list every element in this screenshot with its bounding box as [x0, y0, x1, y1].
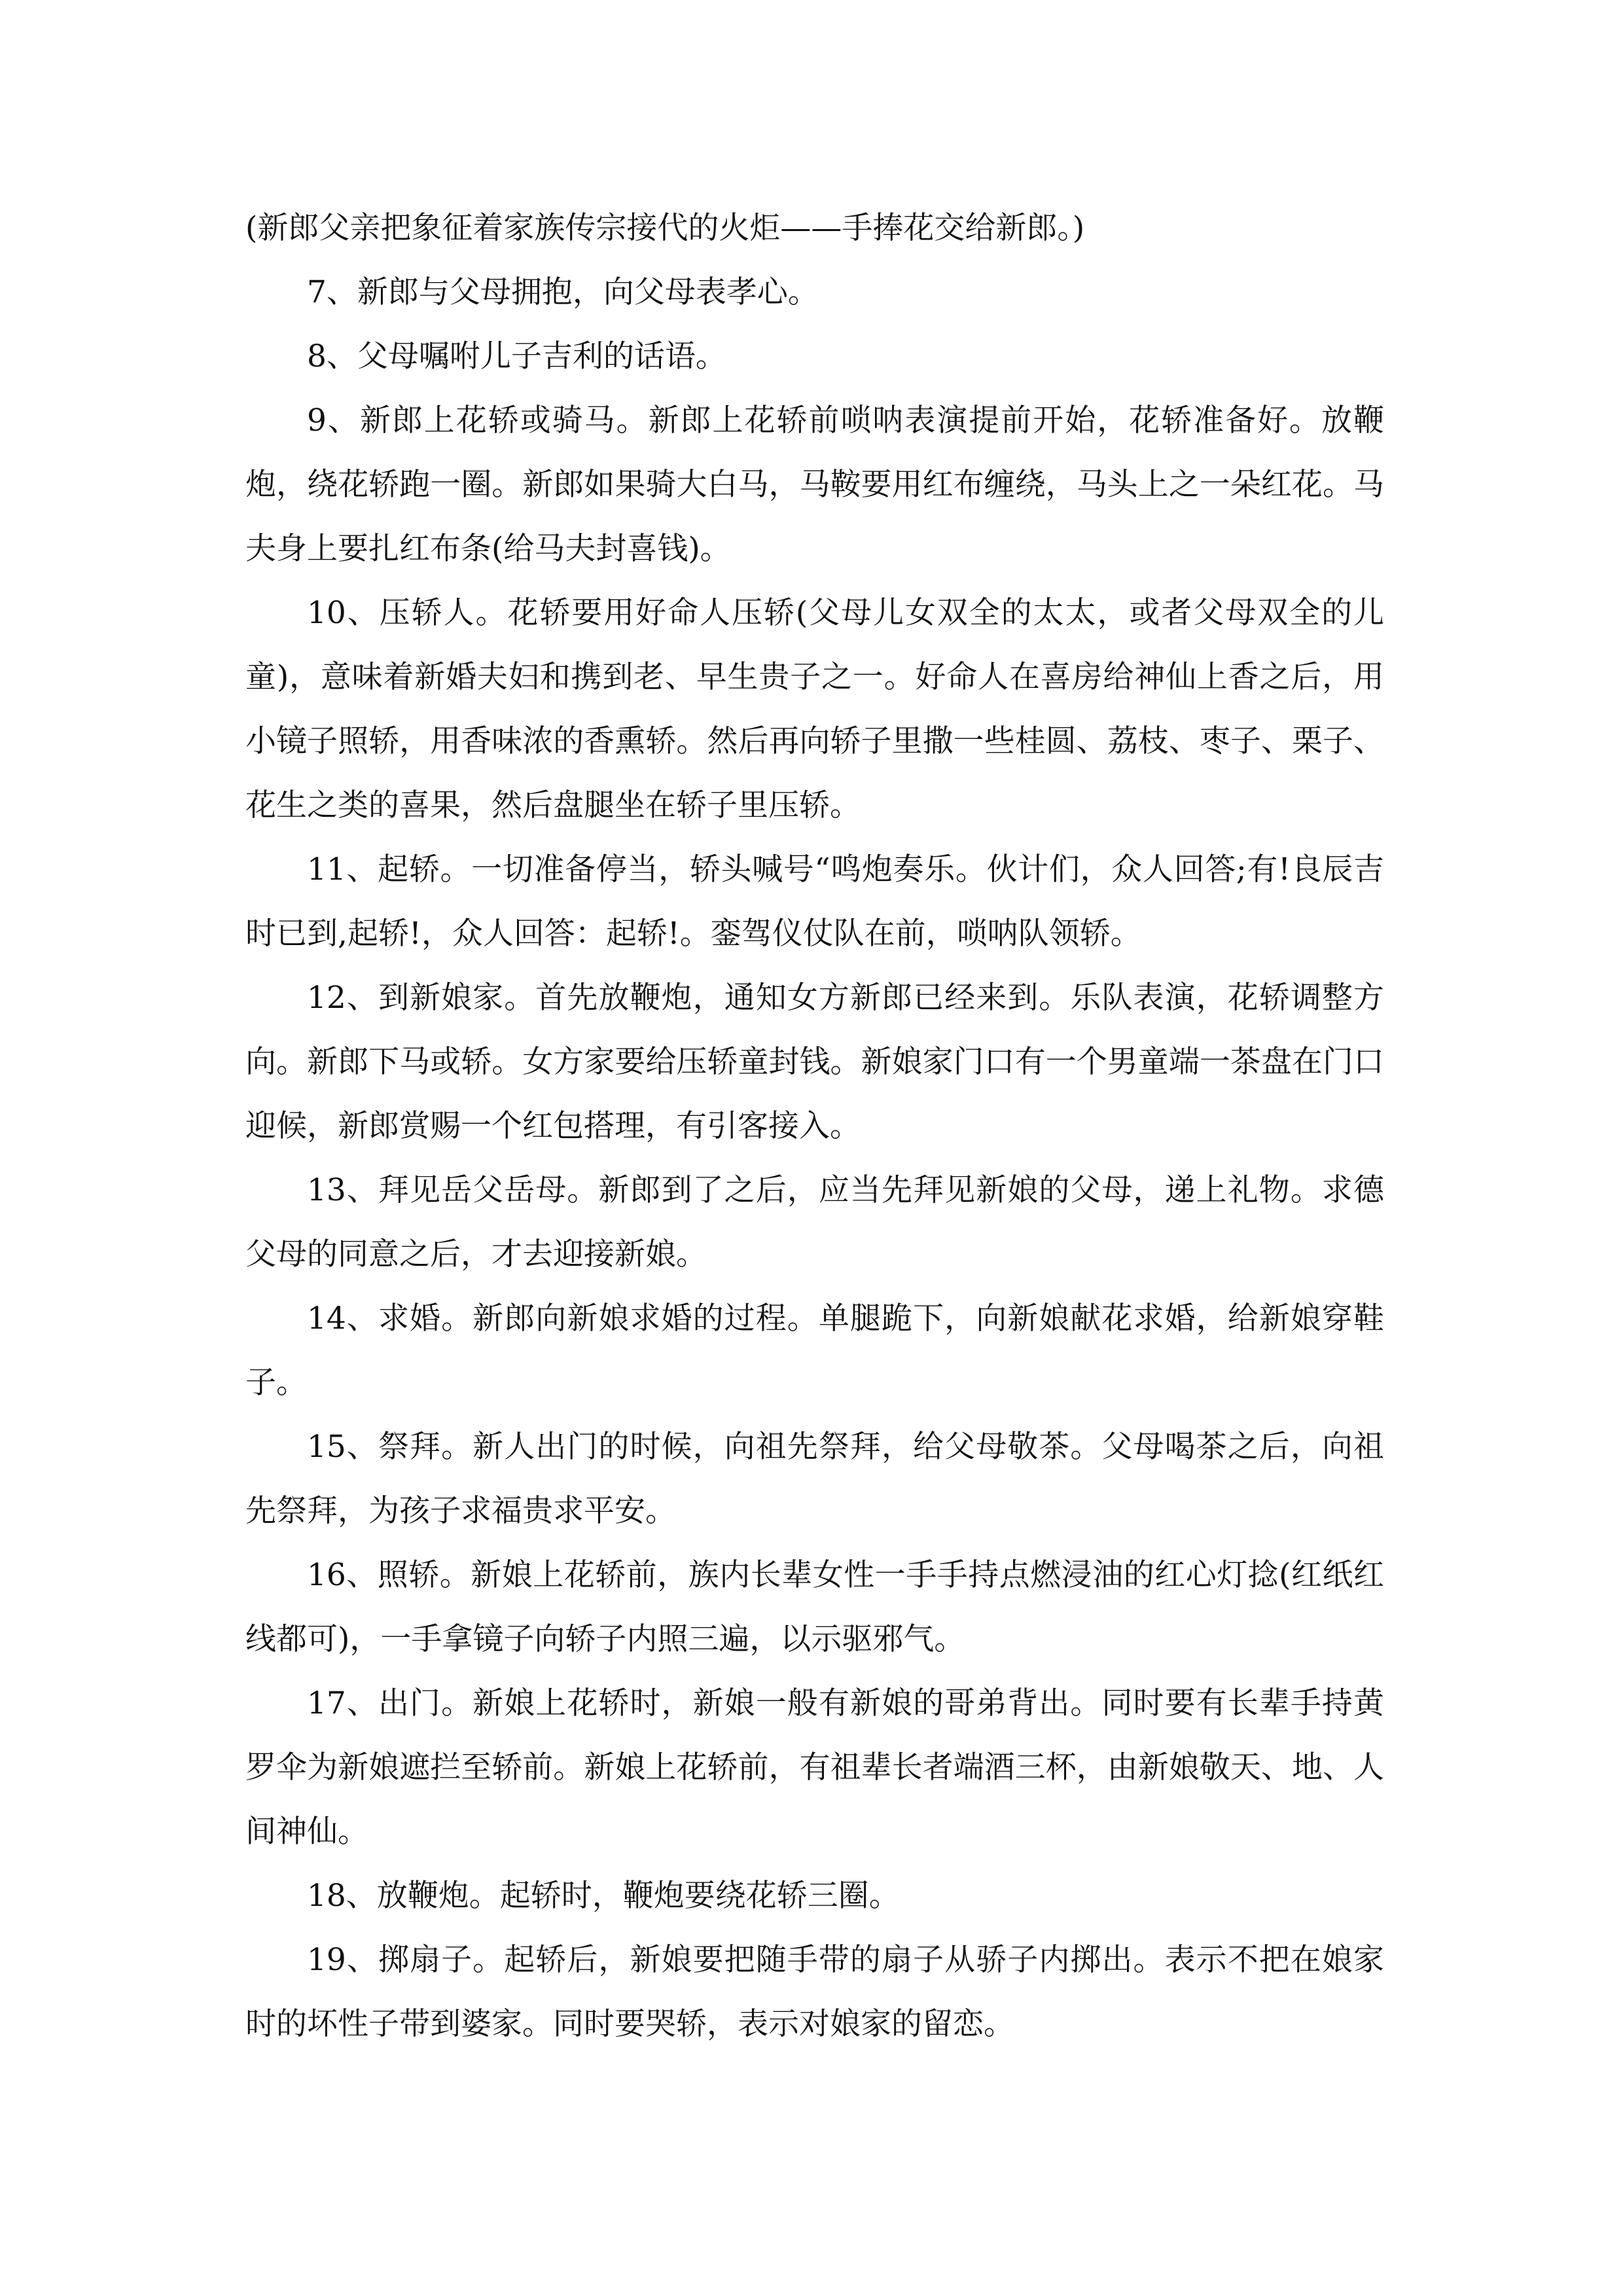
paragraph-step-18: 18、放鞭炮。起轿时，鞭炮要绕花轿三圈。: [307, 1878, 900, 1914]
paragraph-step-13: 13、拜见岳父岳母。新郎到了之后，应当先拜见新娘的父母，递上礼物。求德父母的同意之后，才去迎接新娘。: [245, 1172, 1384, 1272]
paragraph-step-11: 11、起轿。一切准备停当，轿头喊号“鸣炮奏乐。伙计们，众人回答;有!良辰吉时已到,起轿!，众人回答：起轿!。銮驾仪仗队在前，唢呐队领轿。: [245, 852, 1384, 952]
paragraph-step-9: 9、新郎上花轿或骑马。新郎上花轿前唢呐表演提前开始，花轿准备好。放鞭炮，绕花轿跑一圈。新郎如果骑大白马，马鞍要用红布缠绕，马头上之一朵红花。马夫身上要扎红布条(给马夫封喜钱)。: [245, 403, 1384, 567]
paragraph-step-12: 12、到新娘家。首先放鞭炮，通知女方新郎已经来到。乐队表演，花轿调整方向。新郎下马或轿。女方家要给压轿童封钱。新娘家门口有一个男童端一茶盘在门口迎候，新郎赏赐一个红包搭理，有引客接入。: [245, 980, 1384, 1144]
document-page: [245, 196, 1384, 2056]
paragraph-step-8: 8、父母嘱咐儿子吉利的话语。: [307, 338, 726, 374]
paragraph-step-7: 7、新郎与父母拥抱，向父母表孝心。: [307, 274, 819, 310]
paragraph-step-10: 10、压轿人。花轿要用好命人压轿(父母儿女双全的太太，或者父母双全的儿童)，意味着新婚夫妇和携到老、早生贵子之一。好命人在喜房给神仙上香之后，用小镜子照轿，用香味浓的香熏轿。然后再向轿子里撒一些桂圆、荔枝、枣子、栗子、花生之类的喜果，然后盘腿坐在轿子里压轿。: [245, 595, 1384, 823]
paragraph-step-16: 16、照轿。新娘上花轿前，族内长辈女性一手手持点燃浸油的红心灯捻(红纸红线都可)，一手拿镜子向轿子内照三遍，以示驱邪气。: [245, 1557, 1384, 1657]
paragraph-step-14: 14、求婚。新郎向新娘求婚的过程。单腿跪下，向新娘献花求婚，给新娘穿鞋子。: [245, 1300, 1384, 1401]
paragraph-step-15: 15、祭拜。新人出门的时候，向祖先祭拜，给父母敬茶。父母喝茶之后，向祖先祭拜，为孩子求福贵求平安。: [245, 1429, 1384, 1529]
paragraph-step-17: 17、出门。新娘上花轿时，新娘一般有新娘的哥弟背出。同时要有长辈手持黄罗伞为新娘遮拦至轿前。新娘上花轿前，有祖辈长者端酒三杯，由新娘敬天、地、人间神仙。: [245, 1685, 1384, 1850]
paragraph-intro: (新郎父亲把象征着家族传宗接代的火炬——手捧花交给新郎。): [245, 210, 1085, 246]
paragraph-step-19: 19、掷扇子。起轿后，新娘要把随手带的扇子从骄子内掷出。表示不把在娘家时的坏性子带到婆家。同时要哭轿，表示对娘家的留恋。: [245, 1942, 1384, 2042]
